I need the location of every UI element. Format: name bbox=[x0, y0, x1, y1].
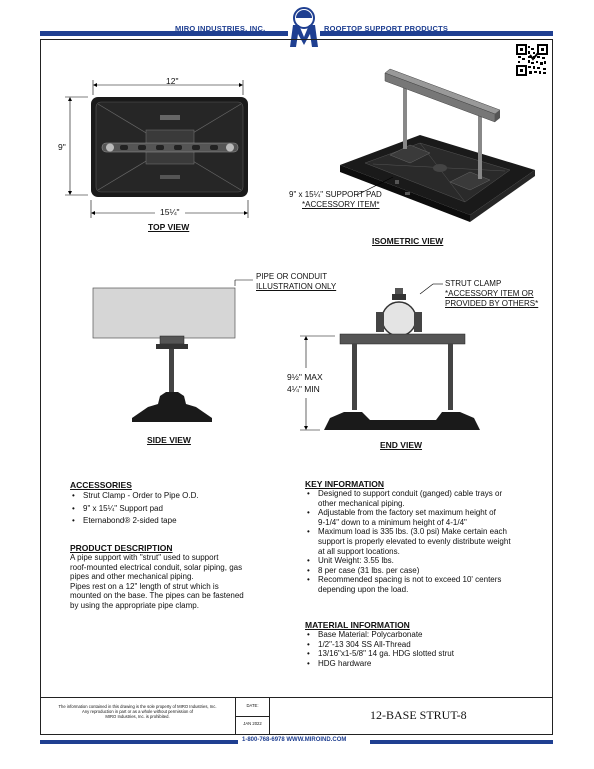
disclaimer-box bbox=[40, 698, 236, 735]
key-information-line: • Designed to support conduit (ganged) cable trays or bbox=[318, 489, 503, 498]
key-information-line: other mechanical piping. bbox=[318, 498, 405, 508]
disclaimer-line: Any reproduction in part or as a whole without permission of bbox=[81, 709, 194, 714]
accessories-title: ACCESSORIES bbox=[70, 480, 132, 490]
key-information-line: • 8 per case (31 lbs. per case) bbox=[318, 565, 420, 575]
end-view-caption: END VIEW bbox=[380, 440, 423, 450]
date-value: JAN 2022 bbox=[243, 721, 262, 726]
key-information-item bbox=[305, 575, 545, 594]
accessory-item: • Strut Clamp - Order to Pipe O.D. bbox=[70, 491, 295, 504]
disclaimer-line: The information contained in this drawing is the sole property of MIRO Industries, Inc. bbox=[58, 704, 217, 709]
support-pad-note-line1: 9" x 15¼" SUPPORT PAD bbox=[289, 190, 382, 199]
footer-contact: 1-800-768-6978 WWW.MIROIND.COM bbox=[242, 737, 347, 743]
title-block bbox=[40, 697, 553, 735]
key-information-line: • Unit Weight: 3.55 lbs. bbox=[318, 556, 394, 566]
support-pad-note bbox=[289, 190, 382, 210]
product-description-title: PRODUCT DESCRIPTION bbox=[70, 543, 173, 553]
strut-clamp-note bbox=[445, 279, 538, 309]
disclaimer-line: MIRO Industries, Inc. is prohibited. bbox=[105, 714, 170, 719]
strut-clamp-note-line3: PROVIDED BY OTHERS* bbox=[445, 299, 539, 308]
top-view-drawing bbox=[60, 75, 250, 225]
product-description-line: by using the appropriate pipe clamp. bbox=[70, 600, 199, 610]
product-description-line: mounted on the base. The pipes can be fastened bbox=[70, 591, 244, 601]
min-height-dimension: 4¼" MIN bbox=[287, 384, 320, 394]
product-description-line: roof-mounted electrical conduit, solar piping, gas bbox=[70, 562, 243, 572]
material-information-list bbox=[305, 630, 545, 668]
key-information-item bbox=[305, 489, 545, 508]
product-description-line: A pipe support with "strut" used to support bbox=[70, 553, 219, 562]
side-view-drawing bbox=[90, 270, 260, 435]
key-information-line: • Recommended spacing is not to exceed 10' centers bbox=[318, 575, 502, 585]
strut-clamp-note-line2: *ACCESSORY ITEM OR bbox=[445, 289, 534, 298]
key-information-line: at all support locations. bbox=[318, 546, 400, 556]
support-pad-note-line2: *ACCESSORY ITEM* bbox=[302, 200, 380, 209]
key-information-line: • Adjustable from the factory set maximum height of bbox=[318, 508, 496, 518]
strut-clamp-note-line1: STRUT CLAMP bbox=[445, 279, 502, 288]
max-height-dimension: 9½" MAX bbox=[287, 372, 323, 382]
accessory-item: • Eternabond® 2-sided tape bbox=[70, 516, 295, 526]
material-item: • 1/2"-13 304 SS All-Thread bbox=[305, 640, 545, 650]
accessories-section bbox=[70, 480, 295, 526]
top-view-caption: TOP VIEW bbox=[148, 222, 190, 232]
key-information-line: depending upon the load. bbox=[318, 584, 409, 594]
footer-bar-left bbox=[40, 740, 238, 744]
pipe-conduit-note-line1: PIPE OR CONDUIT bbox=[256, 272, 328, 281]
accessory-item: • 9" x 15¼" Support pad bbox=[70, 504, 295, 517]
top-view-length-dimension: 15¼" bbox=[160, 207, 180, 217]
key-information-section bbox=[305, 479, 545, 595]
header-product-line: ROOFTOP SUPPORT PRODUCTS bbox=[324, 24, 449, 33]
top-view-width-dimension: 12" bbox=[166, 76, 179, 86]
accessories-list bbox=[70, 491, 295, 526]
key-information-item bbox=[305, 508, 545, 527]
product-description-line: pipes and other mechanical piping. bbox=[70, 572, 194, 582]
material-item: • 13/16"x1-5/8" 14 ga. HDG slotted strut bbox=[305, 649, 545, 659]
material-information-section bbox=[305, 620, 545, 668]
top-view-height-dimension: 9" bbox=[58, 142, 66, 152]
key-information-list bbox=[305, 489, 545, 595]
product-description-line: Pipes rest on a 12" length of strut which is bbox=[70, 581, 219, 591]
material-information-title: MATERIAL INFORMATION bbox=[305, 620, 410, 630]
part-number: 12-BASE STRUT-8 bbox=[370, 708, 467, 722]
key-information-item bbox=[305, 527, 545, 556]
footer-bar-right bbox=[370, 740, 553, 744]
side-view-caption: SIDE VIEW bbox=[147, 435, 191, 445]
product-description-section bbox=[70, 543, 300, 611]
key-information-line: 9-1/4" down to a minimum height of 4-1/4" bbox=[318, 517, 467, 527]
isometric-view-caption: ISOMETRIC VIEW bbox=[372, 236, 444, 246]
key-information-item bbox=[305, 556, 545, 566]
date-box bbox=[236, 698, 270, 735]
material-item: • Base Material: Polycarbonate bbox=[305, 630, 545, 640]
key-information-line: • Maximum load is 335 lbs. (3.0 psi) Make certain each bbox=[318, 527, 507, 537]
key-information-line: support is properly elevated to evenly distribute weight bbox=[318, 536, 511, 546]
material-item: • HDG hardware bbox=[305, 659, 545, 669]
key-information-title: KEY INFORMATION bbox=[305, 479, 385, 489]
header-company-name: MIRO INDUSTRIES, INC. bbox=[175, 24, 266, 33]
pipe-conduit-note-line2: ILLUSTRATION ONLY bbox=[256, 282, 337, 291]
date-label: DATE: bbox=[246, 703, 259, 708]
key-information-item bbox=[305, 566, 545, 576]
